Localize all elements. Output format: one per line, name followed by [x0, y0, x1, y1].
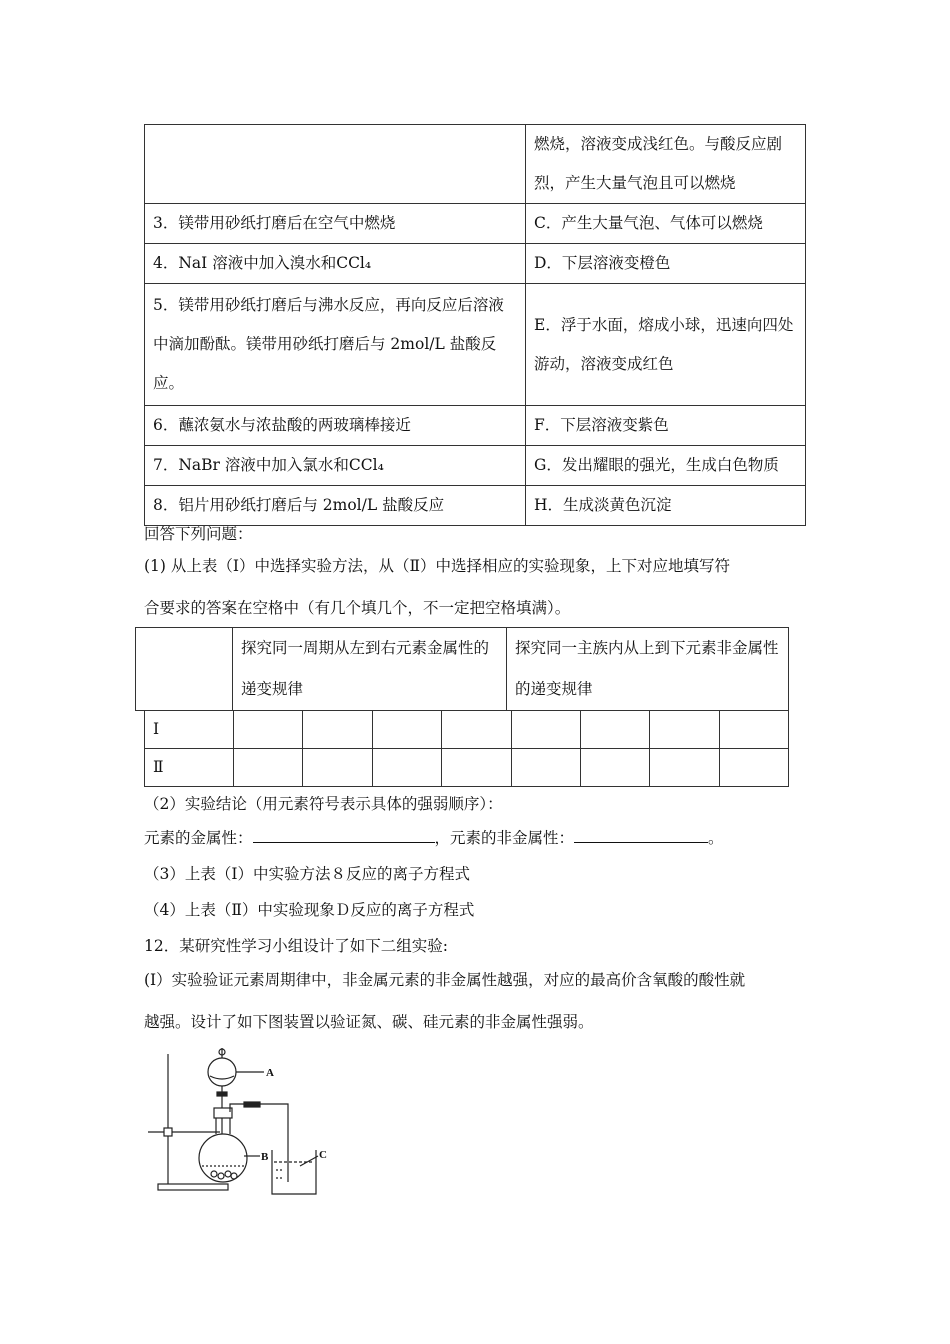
round-flask — [199, 1134, 247, 1182]
answer-cell[interactable] — [650, 749, 719, 787]
answer-cell[interactable] — [303, 711, 372, 749]
metal-blank[interactable] — [253, 828, 435, 843]
answer-cell[interactable] — [234, 749, 303, 787]
header-metal: 探究同一周期从左到右元素金属性的递变规律 — [233, 628, 507, 711]
q12-part1-line1: (Ⅰ）实验验证元素周期律中，非金属元素的非金属性越强，对应的最高价含氧酸的酸性就 — [144, 971, 746, 989]
table-row — [145, 711, 789, 749]
q1-text-line1: (1) 从上表（Ⅰ）中选择实验方法，从（Ⅱ）中选择相应的实验现象，上下对应地填写符 — [144, 557, 731, 575]
table-row — [145, 284, 806, 406]
method-cell: 3．镁带用砂纸打磨后在空气中燃烧 — [145, 204, 526, 244]
q12-part1-line2: 越强。设计了如下图装置以验证氮、碳、硅元素的非金属性强弱。 — [144, 1013, 594, 1031]
q2-text: （2）实验结论（用元素符号表示具体的强弱顺序）： — [144, 795, 503, 813]
separatory-funnel — [208, 1058, 236, 1086]
answer-cell[interactable] — [303, 749, 372, 787]
answer-cell[interactable] — [234, 711, 303, 749]
label-b: B — [261, 1151, 269, 1163]
answer-cell[interactable] — [442, 749, 511, 787]
method-cell: 4．NaI 溶液中加入溴水和CCl₄ — [145, 244, 526, 284]
stopcock — [217, 1092, 227, 1096]
header-nonmetal: 探究同一主族内从上到下元素非金属性的递变规律 — [507, 628, 789, 711]
answer-cell[interactable] — [580, 749, 649, 787]
q1-text-line2: 合要求的答案在空格中（有几个填几个，不一定把空格填满）。 — [144, 599, 571, 617]
phenomenon-cell: G．发出耀眼的强光，生成白色物质 — [526, 446, 806, 486]
method-cell: 8．铝片用砂纸打磨后与 2mol/L 盐酸反应 — [145, 486, 526, 526]
phenomenon-cell: H．生成淡黄色沉淀 — [526, 486, 806, 526]
table-row — [145, 406, 806, 446]
method-cell: 6．蘸浓氨水与浓盐酸的两玻璃棒接近 — [145, 406, 526, 446]
row-label: Ⅰ — [145, 711, 234, 749]
method-cell — [145, 125, 526, 204]
answer-cell[interactable] — [372, 749, 441, 787]
label-a: A — [266, 1067, 274, 1079]
answer-cell[interactable] — [442, 711, 511, 749]
label-c: C — [319, 1149, 327, 1161]
q12-text: 12．某研究性学习小组设计了如下二组实验: — [144, 937, 448, 955]
label-c-line — [300, 1156, 318, 1166]
q2-answer-line — [144, 826, 724, 848]
nonmetal-blank[interactable] — [574, 828, 708, 843]
corner-cell — [136, 628, 233, 711]
method-cell: 5．镁带用砂纸打磨后与沸水反应，再向反应后溶液中滴加酚酞。镁带用砂纸打磨后与 2mol/L 盐酸反应。 — [145, 284, 526, 406]
beaker — [272, 1150, 316, 1194]
row-label: Ⅱ — [145, 749, 234, 787]
answer-cell[interactable] — [719, 749, 788, 787]
nonmetal-label: ，元素的非金属性： — [434, 829, 575, 847]
answer-intro: 回答下列问题： — [144, 525, 253, 543]
experiment-table — [144, 124, 806, 526]
table-row — [145, 486, 806, 526]
table-row — [145, 244, 806, 284]
phenomenon-cell: C．产生大量气泡、气体可以燃烧 — [526, 204, 806, 244]
answer-cell[interactable] — [511, 711, 580, 749]
table-row — [145, 446, 806, 486]
answer-cell[interactable] — [372, 711, 441, 749]
clamp-boss — [164, 1128, 172, 1136]
metal-label: 元素的金属性： — [144, 829, 253, 847]
funnel-liquid — [210, 1076, 234, 1079]
answer-table-header — [135, 627, 789, 711]
rubber-connector — [244, 1102, 260, 1107]
phenomenon-cell: 燃烧，溶液变成浅红色。与酸反应剧烈，产生大量气泡且可以燃烧 — [526, 125, 806, 204]
answer-cell[interactable] — [580, 711, 649, 749]
q4-text: （4）上表（Ⅱ）中实验现象Ｄ反应的离子方程式 — [144, 901, 475, 919]
table-row — [145, 125, 806, 204]
flask-stopper — [214, 1108, 232, 1118]
table-row — [145, 204, 806, 244]
phenomenon-cell: E．浮于水面，熔成小球，迅速向四处游动，溶液变成红色 — [526, 284, 806, 406]
answer-cell[interactable] — [511, 749, 580, 787]
method-cell: 7．NaBr 溶液中加入氯水和CCl₄ — [145, 446, 526, 486]
phenomenon-cell: F．下层溶液变紫色 — [526, 406, 806, 446]
q3-text: （3）上表（Ⅰ）中实验方法８反应的离子方程式 — [144, 865, 470, 883]
phenomenon-cell: D．下层溶液变橙色 — [526, 244, 806, 284]
apparatus-figure — [140, 1046, 340, 1206]
answer-table-grid — [144, 710, 789, 787]
stand-base — [158, 1184, 228, 1190]
q2-end: 。 — [708, 829, 724, 847]
table-row — [145, 749, 789, 787]
answer-cell[interactable] — [719, 711, 788, 749]
answer-cell[interactable] — [650, 711, 719, 749]
